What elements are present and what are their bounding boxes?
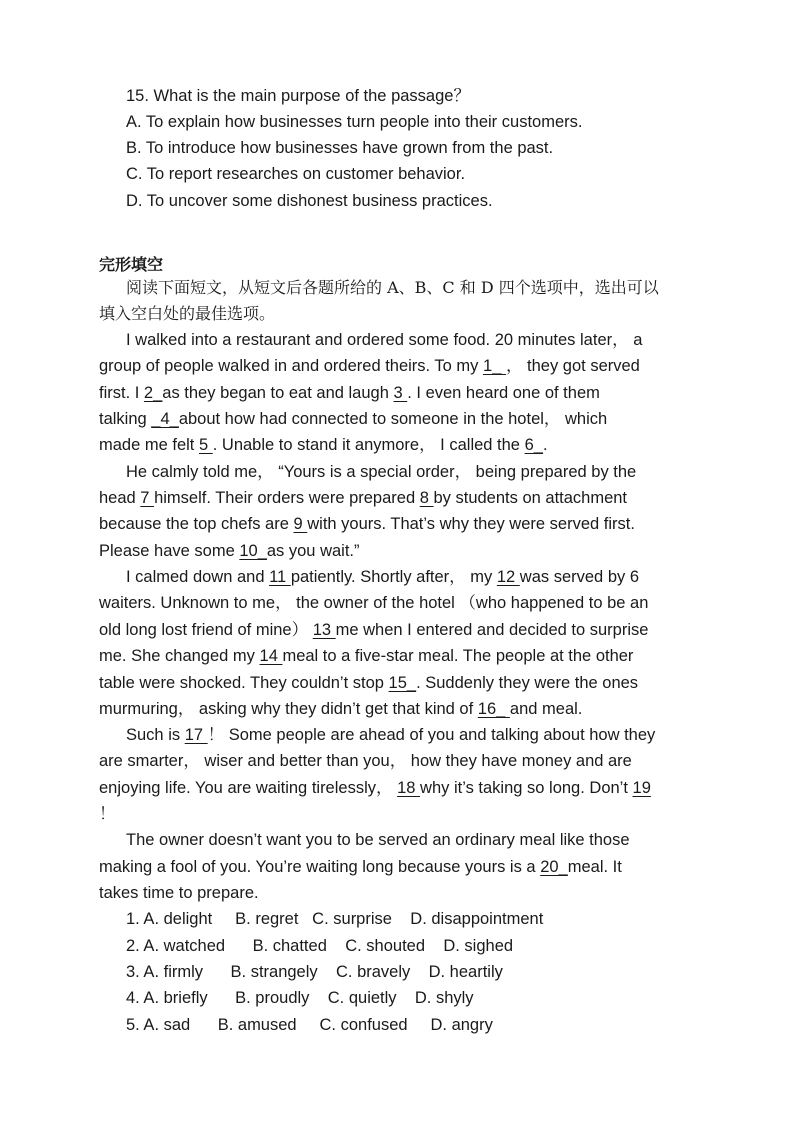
blank-17: 17 [184,726,208,744]
choice-row-3: 3. A. firmly B. strangely C. bravely D. heartily [126,963,503,981]
section-instruction-line2: 填入空白处的最佳选项。 [99,304,276,323]
blank-9: 9 [293,515,308,533]
section-instruction-line1: 阅读下面短文，从短文后各题所给的 A、B、C 和 D 四个选项中，选出可以 [126,278,659,297]
blank-18: 18 [397,779,421,797]
blank-5: 5 [198,436,213,454]
passage-line: Such is 17 ！ Some people are ahead of you and talking about how they [126,726,656,744]
passage-line: me. She changed my 14 meal to a five-star meal. The people at the other [99,647,634,665]
passage-line: making a fool of you. You’re waiting long because yours is a 20_meal. It [99,858,622,876]
blank-14: 14 [259,647,283,665]
blank-15: 15_ [388,674,417,692]
passage-line: I walked into a restaurant and ordered some food. 20 minutes later， a [126,331,643,349]
passage-line: talking _4_about how had connected to someone in the hotel， which [99,410,608,428]
question-15-option-d: D. To uncover some dishonest business practices. [126,192,493,210]
blank-4: _4_ [151,410,179,428]
blank-11: 11 [269,568,291,586]
question-15-option-c: C. To report researches on customer behavior. [126,165,466,183]
passage-line: because the top chefs are 9 with yours. That’s why they were served first. [99,515,635,533]
passage-line: Please have some 10_as you wait.” [99,542,360,560]
blank-8: 8 [419,489,434,507]
choice-row-5: 5. A. sad B. amused C. confused D. angry [126,1016,493,1034]
passage-line: waiters. Unknown to me， the owner of the hotel （who happened to be an [99,594,649,612]
question-15-option-b: B. To introduce how businesses have grown from the past. [126,139,554,157]
choice-row-4: 4. A. briefly B. proudly C. quietly D. shyly [126,989,474,1007]
passage-line: takes time to prepare. [99,884,259,902]
choice-row-2: 2. A. watched B. chatted C. shouted D. sighed [126,937,514,955]
passage-line: I calmed down and 11 patiently. Shortly after， my 12 was served by 6 [126,568,640,586]
blank-2: 2_ [143,384,163,402]
passage-line: made me felt 5 . Unable to stand it anymore， I called the 6_. [99,436,548,454]
question-15-option-a: A. To explain how businesses turn people into their customers. [126,113,583,131]
blank-6: 6_ [524,436,543,454]
passage-line: are smarter， wiser and better than you， how they have money and are [99,752,632,770]
blank-3: 3 [393,384,408,402]
passage-line: head 7 himself. Their orders were prepared 8 by students on attachment [99,489,628,507]
passage-line: enjoying life. You are waiting tirelessly， 18 why it’s taking so long. Don’t 19 [99,779,651,797]
blank-7: 7 [140,489,155,507]
blank-19: 19 [632,779,651,797]
passage-line: He calmly told me， “Yours is a special order， being prepared by the [126,463,637,481]
section-heading: 完形填空 [99,255,164,274]
blank-1: 1_ [483,357,506,375]
passage-line: The owner doesn’t want you to be served an ordinary meal like those [126,831,630,849]
blank-16: 16_ [477,700,510,718]
question-15-stem: 15. What is the main purpose of the passage？ [126,87,470,105]
blank-12: 12 [496,568,520,586]
passage-line: old long lost friend of mine） 13 me when I entered and decided to surprise [99,621,649,639]
passage-line: table were shocked. They couldn’t stop 15_. Suddenly they were the ones [99,674,639,692]
passage-line: murmuring， asking why they didn’t get that kind of 16_ and meal. [99,700,583,718]
passage-line: ！ [99,805,116,823]
choice-row-1: 1. A. delight B. regret C. surprise D. disappointment [126,910,544,928]
blank-13: 13 [312,621,336,639]
blank-20: 20_ [540,858,568,876]
passage-line: first. I 2_as they began to eat and laugh 3 . I even heard one of them [99,384,600,402]
passage-line: group of people walked in and ordered theirs. To my 1_ ， they got served [99,357,640,375]
blank-10: 10_ [239,542,267,560]
